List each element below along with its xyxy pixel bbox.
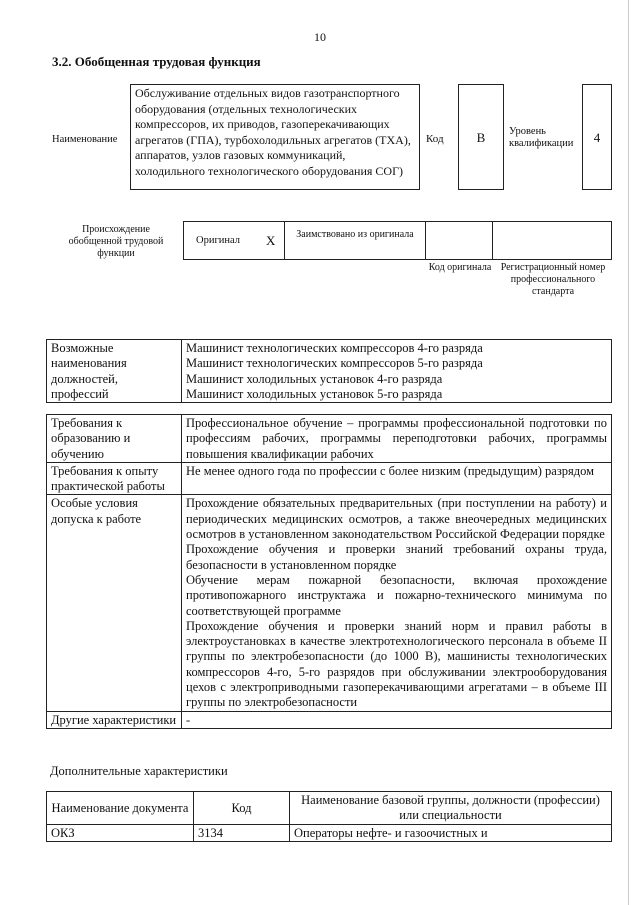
- registration-number-cell: [492, 221, 612, 260]
- table-header-row: [47, 792, 612, 825]
- additional-title: Дополнительные характеристики: [50, 764, 228, 778]
- function-name-box: [130, 84, 420, 190]
- code-value-box: [458, 84, 504, 190]
- position-item: Машинист холодильных установок 4-го разряда: [186, 371, 443, 386]
- scan-edge-line: [628, 0, 629, 905]
- code-cell: 3134: [194, 824, 290, 841]
- original-mark: X: [266, 233, 276, 248]
- position-item: Машинист холодильных установок 5-го разряда: [186, 386, 443, 401]
- section-title: 3.2. Обобщенная трудовая функция: [52, 54, 261, 69]
- code-value: B: [476, 130, 486, 145]
- original-code-caption: Код оригинала: [428, 262, 492, 273]
- other-value: -: [182, 711, 612, 728]
- borrowed-cell: [284, 221, 426, 260]
- admission-label: Особые условия допуска к работе: [47, 495, 182, 711]
- table-row: [47, 495, 612, 711]
- admission-paragraph: Прохождение обязательных предварительных (при поступлении на работу) и периодических медицинских осмотров, а также внеочередных медицинских осмотров в установленном законодательством Российской Федерации порядке: [186, 496, 607, 542]
- position-item: Машинист технологических компрессоров 5-го разряда: [186, 356, 483, 371]
- admission-paragraph: Прохождение обучения и проверки знаний требований охраны труда, безопасности в установленном порядке: [186, 542, 607, 572]
- requirements-table: [46, 414, 612, 729]
- group-name-cell: Операторы нефте- и газоочистных и: [290, 824, 612, 841]
- experience-value: Не менее одного года по профессии с более низким (предыдущим) разрядом: [182, 462, 612, 495]
- table-row: [47, 462, 612, 495]
- name-label: Наименование: [52, 134, 118, 145]
- positions-list: [182, 340, 612, 403]
- position-item: Машинист технологических компрессоров 4-го разряда: [186, 341, 483, 355]
- origin-label: Происхождение обобщенной трудовой функции: [68, 224, 164, 259]
- admission-paragraph: Прохождение обучения и проверки знаний норм и правил работы в электроустановках в качестве электротехнологического персонала в объеме II группы по электробезопасности (до 1000 В), машинисты технологических компрессоров 4-го, 5-го разрядов при обслуживании электрооборудования цехов с электроприводными газоперекачивающими агрегатами – в объеме III группы по электробезопасности: [186, 618, 607, 710]
- table-row: [47, 824, 612, 841]
- experience-label: Требования к опыту практической работы: [47, 462, 182, 495]
- page-number: 10: [314, 30, 326, 44]
- table-row: [47, 415, 612, 463]
- original-label: Оригинал: [196, 235, 240, 246]
- level-value-box: [582, 84, 612, 190]
- document-cell: ОКЗ: [47, 824, 194, 841]
- registration-number-caption: Регистрационный номер профессионального стандарта: [500, 262, 606, 297]
- header-code: Код: [194, 792, 290, 825]
- education-value: Профессиональное обучение – программы профессиональной подготовки по профессиям рабочих, программы переподготовки рабочих, программы повышения квалификации рабочих: [182, 415, 612, 463]
- function-name: Обслуживание отдельных видов газотранспортного оборудования (отдельных технологических компрессоров, их приводов, газоперекачивающих агрегатов (ГПА), турбохолодильных агрегатов (ТХА), аппаратов, узлов газовых коммуникаций, холодильного технологического оборудования СОГ): [135, 86, 411, 178]
- admission-paragraph: Обучение мерам пожарной безопасности, включая прохождение противопожарного инструктажа и пожарно-технического минимума по соответствующей программе: [186, 572, 607, 618]
- positions-table: [46, 339, 612, 403]
- original-code-cell: [425, 221, 493, 260]
- other-label: Другие характеристики: [47, 711, 182, 728]
- header-document: Наименование документа: [47, 792, 194, 825]
- education-label: Требования к образованию и обучению: [47, 415, 182, 463]
- code-label: Код: [426, 133, 444, 145]
- borrowed-label: Заимствовано из оригинала: [296, 229, 414, 240]
- original-cell: [183, 221, 285, 260]
- header-group-name: Наименование базовой группы, должности (профессии) или специальности: [290, 792, 612, 825]
- positions-label: Возможные наименования должностей, профессий: [47, 340, 182, 403]
- additional-table: [46, 791, 612, 842]
- level-label: Уровень квалификации: [509, 126, 574, 149]
- table-row: [47, 711, 612, 728]
- admission-value: [182, 495, 612, 711]
- level-value: 4: [593, 130, 601, 145]
